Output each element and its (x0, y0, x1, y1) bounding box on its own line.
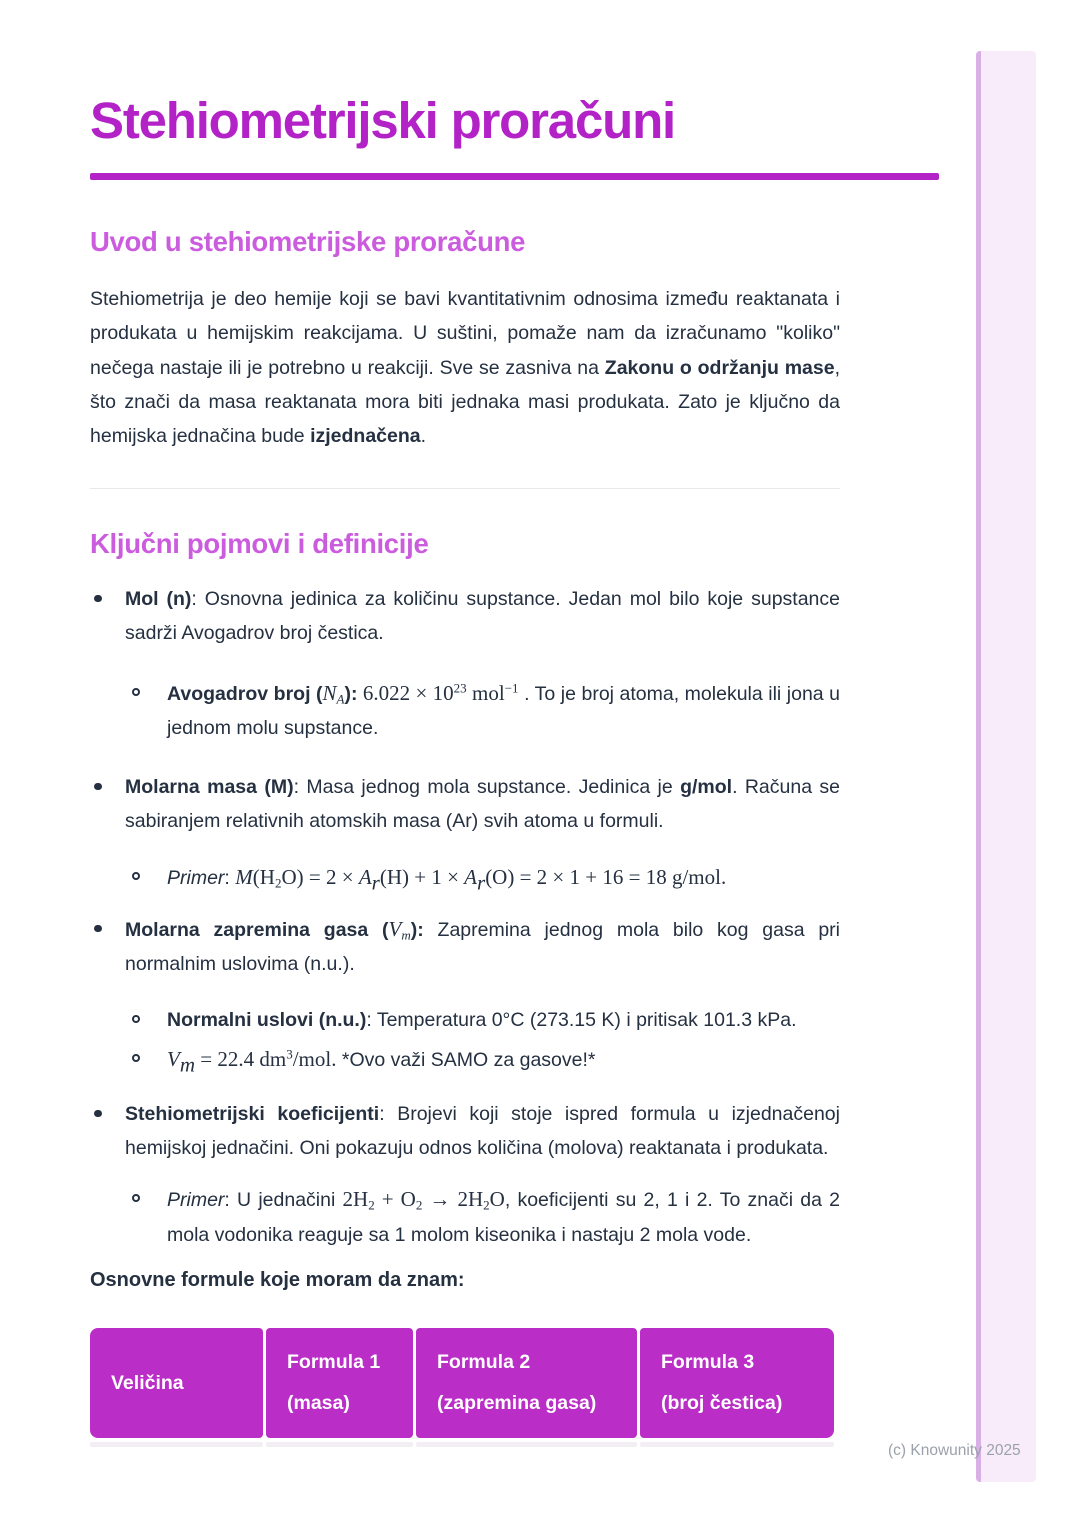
table-row-partial (90, 1442, 834, 1447)
circle-bullet-icon (132, 688, 140, 696)
header-line: Formula 1 (287, 1351, 381, 1374)
bold-term: Zakonu o održanju mase (604, 356, 835, 379)
math-expression: $M(H_2O) = 2 \times A_r(H) + 1 \times A_r(O) = 2 \times 1 + 16 = 18$ g/mol. (235, 865, 727, 895)
formulas-note: Osnovne formule koje moram da znam: (90, 1269, 465, 1292)
circle-bullet-icon (132, 1054, 140, 1062)
text-segment: : Masa jednog mola supstance. Jedinica je (293, 775, 681, 798)
list-subitem-vm-value (90, 1042, 840, 1077)
table-cell-partial (416, 1442, 637, 1447)
list-item-molar-volume (90, 912, 840, 982)
header-line: Formula 2 (437, 1351, 531, 1374)
text-segment: : Osnovna jedinica za količinu supstance. Jedan mol bilo koje supstance sadrži Avogadrov broj čestica. (125, 587, 840, 644)
term-label: Avogadrov broj ( (167, 683, 323, 706)
text-segment: : Temperatura 0°C (273.15 K) i pritisak 101.3 kPa. (366, 1009, 797, 1032)
document-content (90, 0, 840, 1447)
bold-term: izjednačena (310, 425, 421, 448)
term-label: ): (344, 683, 358, 706)
term-label: Normalni uslovi (n.u.) (167, 1009, 367, 1032)
list-item-molar-mass (90, 770, 840, 839)
bullet-icon (94, 925, 102, 933)
circle-bullet-icon (132, 1194, 140, 1202)
page-title: Stehiometrijski proračuni (90, 92, 675, 149)
intro-paragraph (90, 282, 840, 453)
bullet-icon (94, 595, 102, 603)
text-segment: Stehiometrija je deo hemije koji se bavi kvantitativnim odnosima između reaktanata i produkata u hemijskim reakcijama. U suštini, pomaže nam da izračunamo "koliko" nečega nastaje ili je potrebno u reakciji. Sve se zasniva na (90, 288, 840, 379)
formulas-table (90, 1328, 834, 1447)
math-symbol: $N_A$ (322, 681, 345, 707)
header-line: (zapremina gasa) (437, 1392, 597, 1415)
text-segment: , koeficijenti su 2, 1 i 2. To znači da 2 mola vodonika reaguje sa 1 molom kiseonika i nastaju 2 mola vode. (167, 1189, 840, 1246)
list-subitem-normal-conditions (90, 1003, 840, 1037)
bullet-icon (94, 783, 102, 791)
title-underline (90, 173, 939, 180)
bold-term: g/mol (680, 775, 733, 798)
math-expression: $V_m = 22.4$ $dm^3$/mol. (167, 1046, 337, 1076)
list-item-coefficients (90, 1097, 840, 1166)
header-line: Formula 3 (661, 1351, 755, 1374)
list-subitem-molar-mass-example (90, 860, 840, 895)
header-line: (masa) (287, 1392, 350, 1415)
table-header-formula-2 (416, 1328, 637, 1438)
list-item-mol (90, 582, 840, 651)
term-label: Mol (n) (125, 587, 192, 610)
math-expression: $6.022 \times 10^{23}$ mol$^{-1}$ (357, 680, 519, 706)
table-header-formula-3 (640, 1328, 834, 1438)
math-symbol: $V_m$ (388, 916, 411, 942)
term-label: Molarna zapremina gasa ( (125, 918, 389, 941)
list-subitem-coefficients-example (90, 1182, 840, 1252)
text-segment: . Računa se sabiranjem relativnih atomskih masa (Ar) svih atoma u formuli. (125, 775, 841, 833)
example-label: Primer (167, 867, 225, 890)
text-segment: : (224, 867, 236, 890)
text-segment: : U jednačini (224, 1189, 343, 1212)
watermark: (c) Knowunity 2025 (888, 1442, 1021, 1459)
table-cell-partial (640, 1442, 834, 1447)
bullet-icon (94, 1110, 102, 1118)
table-header-velicina (90, 1328, 263, 1438)
term-label: ): (410, 918, 424, 941)
term-list (90, 582, 840, 1252)
header-line: (broj čestica) (661, 1392, 783, 1415)
text-segment: Zapremina jednog mola bilo kog gasa pri normalnim uslovima (n.u.). (125, 918, 841, 975)
table-cell-partial (266, 1442, 413, 1447)
text-segment: *Ovo važi SAMO za gasove!* (336, 1048, 596, 1071)
term-label: Stehiometrijski koeficijenti (125, 1102, 380, 1125)
section-divider (90, 488, 840, 489)
header-line: Veličina (111, 1371, 184, 1394)
section-heading-intro: Uvod u stehiometrijske proračune (90, 226, 526, 258)
math-expression: $2H_2 + O_2 \to 2H_2O$ (342, 1187, 505, 1213)
circle-bullet-icon (132, 872, 140, 880)
side-margin-strip (976, 51, 1036, 1482)
table-header-formula-1 (266, 1328, 413, 1438)
table-header-row (90, 1328, 834, 1438)
section-heading-terms: Ključni pojmovi i definicije (90, 527, 429, 559)
circle-bullet-icon (132, 1015, 140, 1023)
text-segment: , što znači da masa reaktanata mora biti jednaka masi produkata. Zato je ključno da hemijska jednačina bude (90, 356, 840, 448)
term-label: Molarna masa (M) (125, 775, 294, 798)
text-segment: . To je broj atoma, molekula ili jona u jednom molu supstance. (167, 683, 841, 740)
list-subitem-avogadro (90, 676, 840, 746)
text-segment: : Brojevi koji stoje ispred formula u izjednačenoj hemijskoj jednačini. Oni pokazuju odnos količina (molova) reaktanata i produkata. (125, 1102, 840, 1160)
example-label: Primer (167, 1189, 225, 1212)
table-cell-partial (90, 1442, 263, 1447)
text-segment: . (420, 425, 427, 448)
